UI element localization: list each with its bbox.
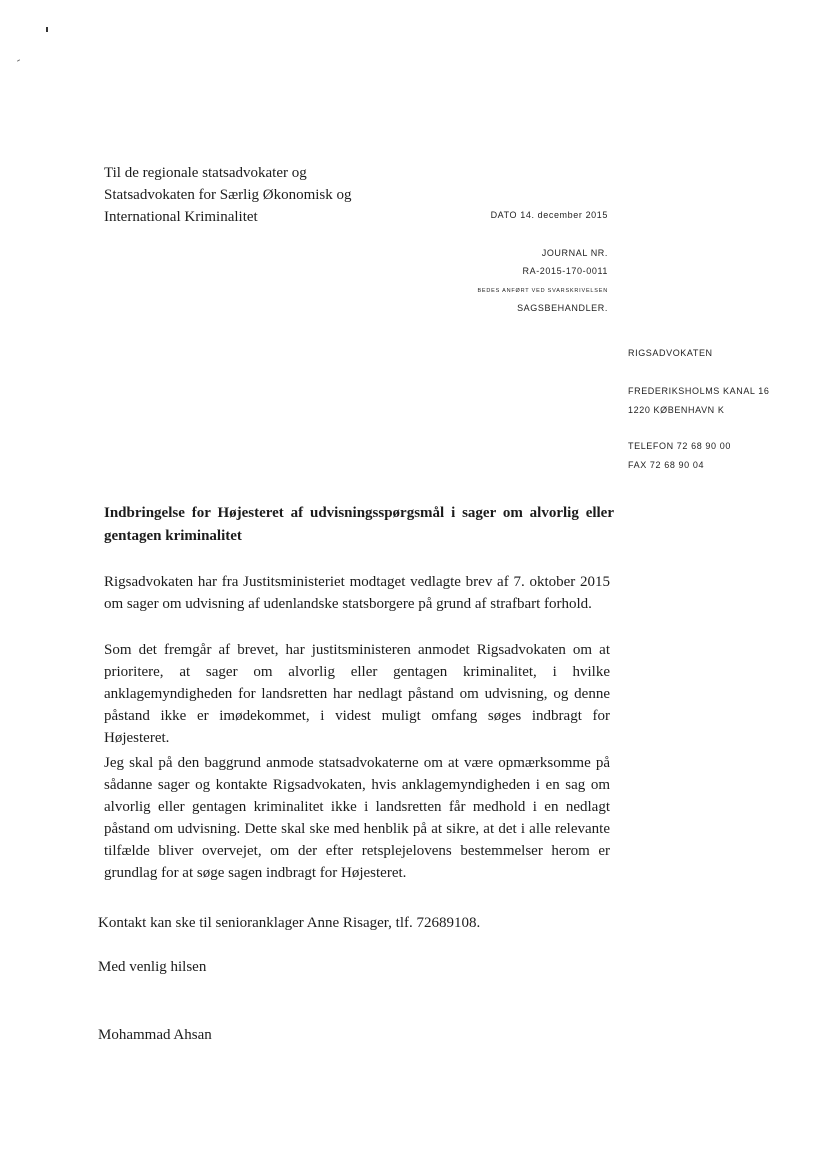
recipient-line-1: Til de regionale statsadvokater og: [104, 165, 307, 181]
sender-street: FREDERIKSHOLMS KANAL 16: [628, 386, 770, 396]
scan-speck: [17, 59, 20, 61]
sagsbehandler-label: SAGSBEHANDLER.: [517, 303, 608, 313]
sender-telefon: TELEFON 72 68 90 00: [628, 441, 731, 451]
paragraph-text: Som det fremgår af brevet, har justitsministeren anmodet Rigsadvokaten om at prioritere, at sager om alvorlig eller gentagen kriminalitet, i hvilke anklagemyndigheden for landsretten har nedlagt påstand om udvisning, og denne påstand ikke er imødekommet, i videst muligt omfang søges indbragt for Højesteret.: [104, 642, 610, 746]
recipient-line-3: International Kriminalitet: [104, 209, 258, 225]
body-paragraph-2: [104, 639, 610, 749]
sender-name: RIGSADVOKATEN: [628, 348, 713, 358]
date-line: DATO 14. december 2015: [490, 210, 608, 220]
contact-line: Kontakt kan ske til senioranklager Anne Risager, tlf. 72689108.: [98, 915, 481, 931]
subject-line-2: gentagen kriminalitet: [104, 528, 242, 544]
signature-name: Mohammad Ahsan: [98, 1027, 212, 1043]
bedes-anfort-note: BEDES ANFØRT VED SVARSKRIVELSEN: [477, 288, 608, 294]
journal-label: JOURNAL NR.: [541, 248, 608, 258]
paragraph-text: Jeg skal på den baggrund anmode statsadvokaterne om at være opmærksomme på sådanne sager og kontakte Rigsadvokaten, hvis anklagemyndigheden i en sag om alvorlig eller gentagen kriminalitet ikke i landsretten får medhold i en nedlagt påstand om udvisning. Dette skal ske med henblik på at sikre, at det i alle relevante tilfælde bliver overvejet, om der efter retsplejelovens bestemmelser herom er grundlag for at søge sagen indbragt for Højesteret.: [104, 755, 610, 881]
paragraph-text: Rigsadvokaten har fra Justitsministeriet modtaget vedlagte brev af 7. oktober 2015 om sager om udvisning af udenlandske statsborgere på grund af strafbart forhold.: [104, 574, 610, 612]
body-paragraph-3: [104, 752, 610, 884]
subject-heading: [104, 502, 614, 548]
sender-city: 1220 KØBENHAVN K: [628, 405, 725, 415]
subject-line-1: Indbringelse for Højesteret af udvisningsspørgsmål i sager om alvorlig eller: [104, 505, 614, 521]
body-paragraph-1: [104, 571, 610, 615]
sender-fax: FAX 72 68 90 04: [628, 460, 705, 470]
closing-line: Med venlig hilsen: [98, 959, 207, 975]
recipient-line-2: Statsadvokaten for Særlig Økonomisk og: [104, 187, 352, 203]
scan-speck: [46, 27, 48, 32]
journal-number: RA-2015-170-0011: [522, 266, 608, 276]
recipient-address: [104, 162, 424, 228]
